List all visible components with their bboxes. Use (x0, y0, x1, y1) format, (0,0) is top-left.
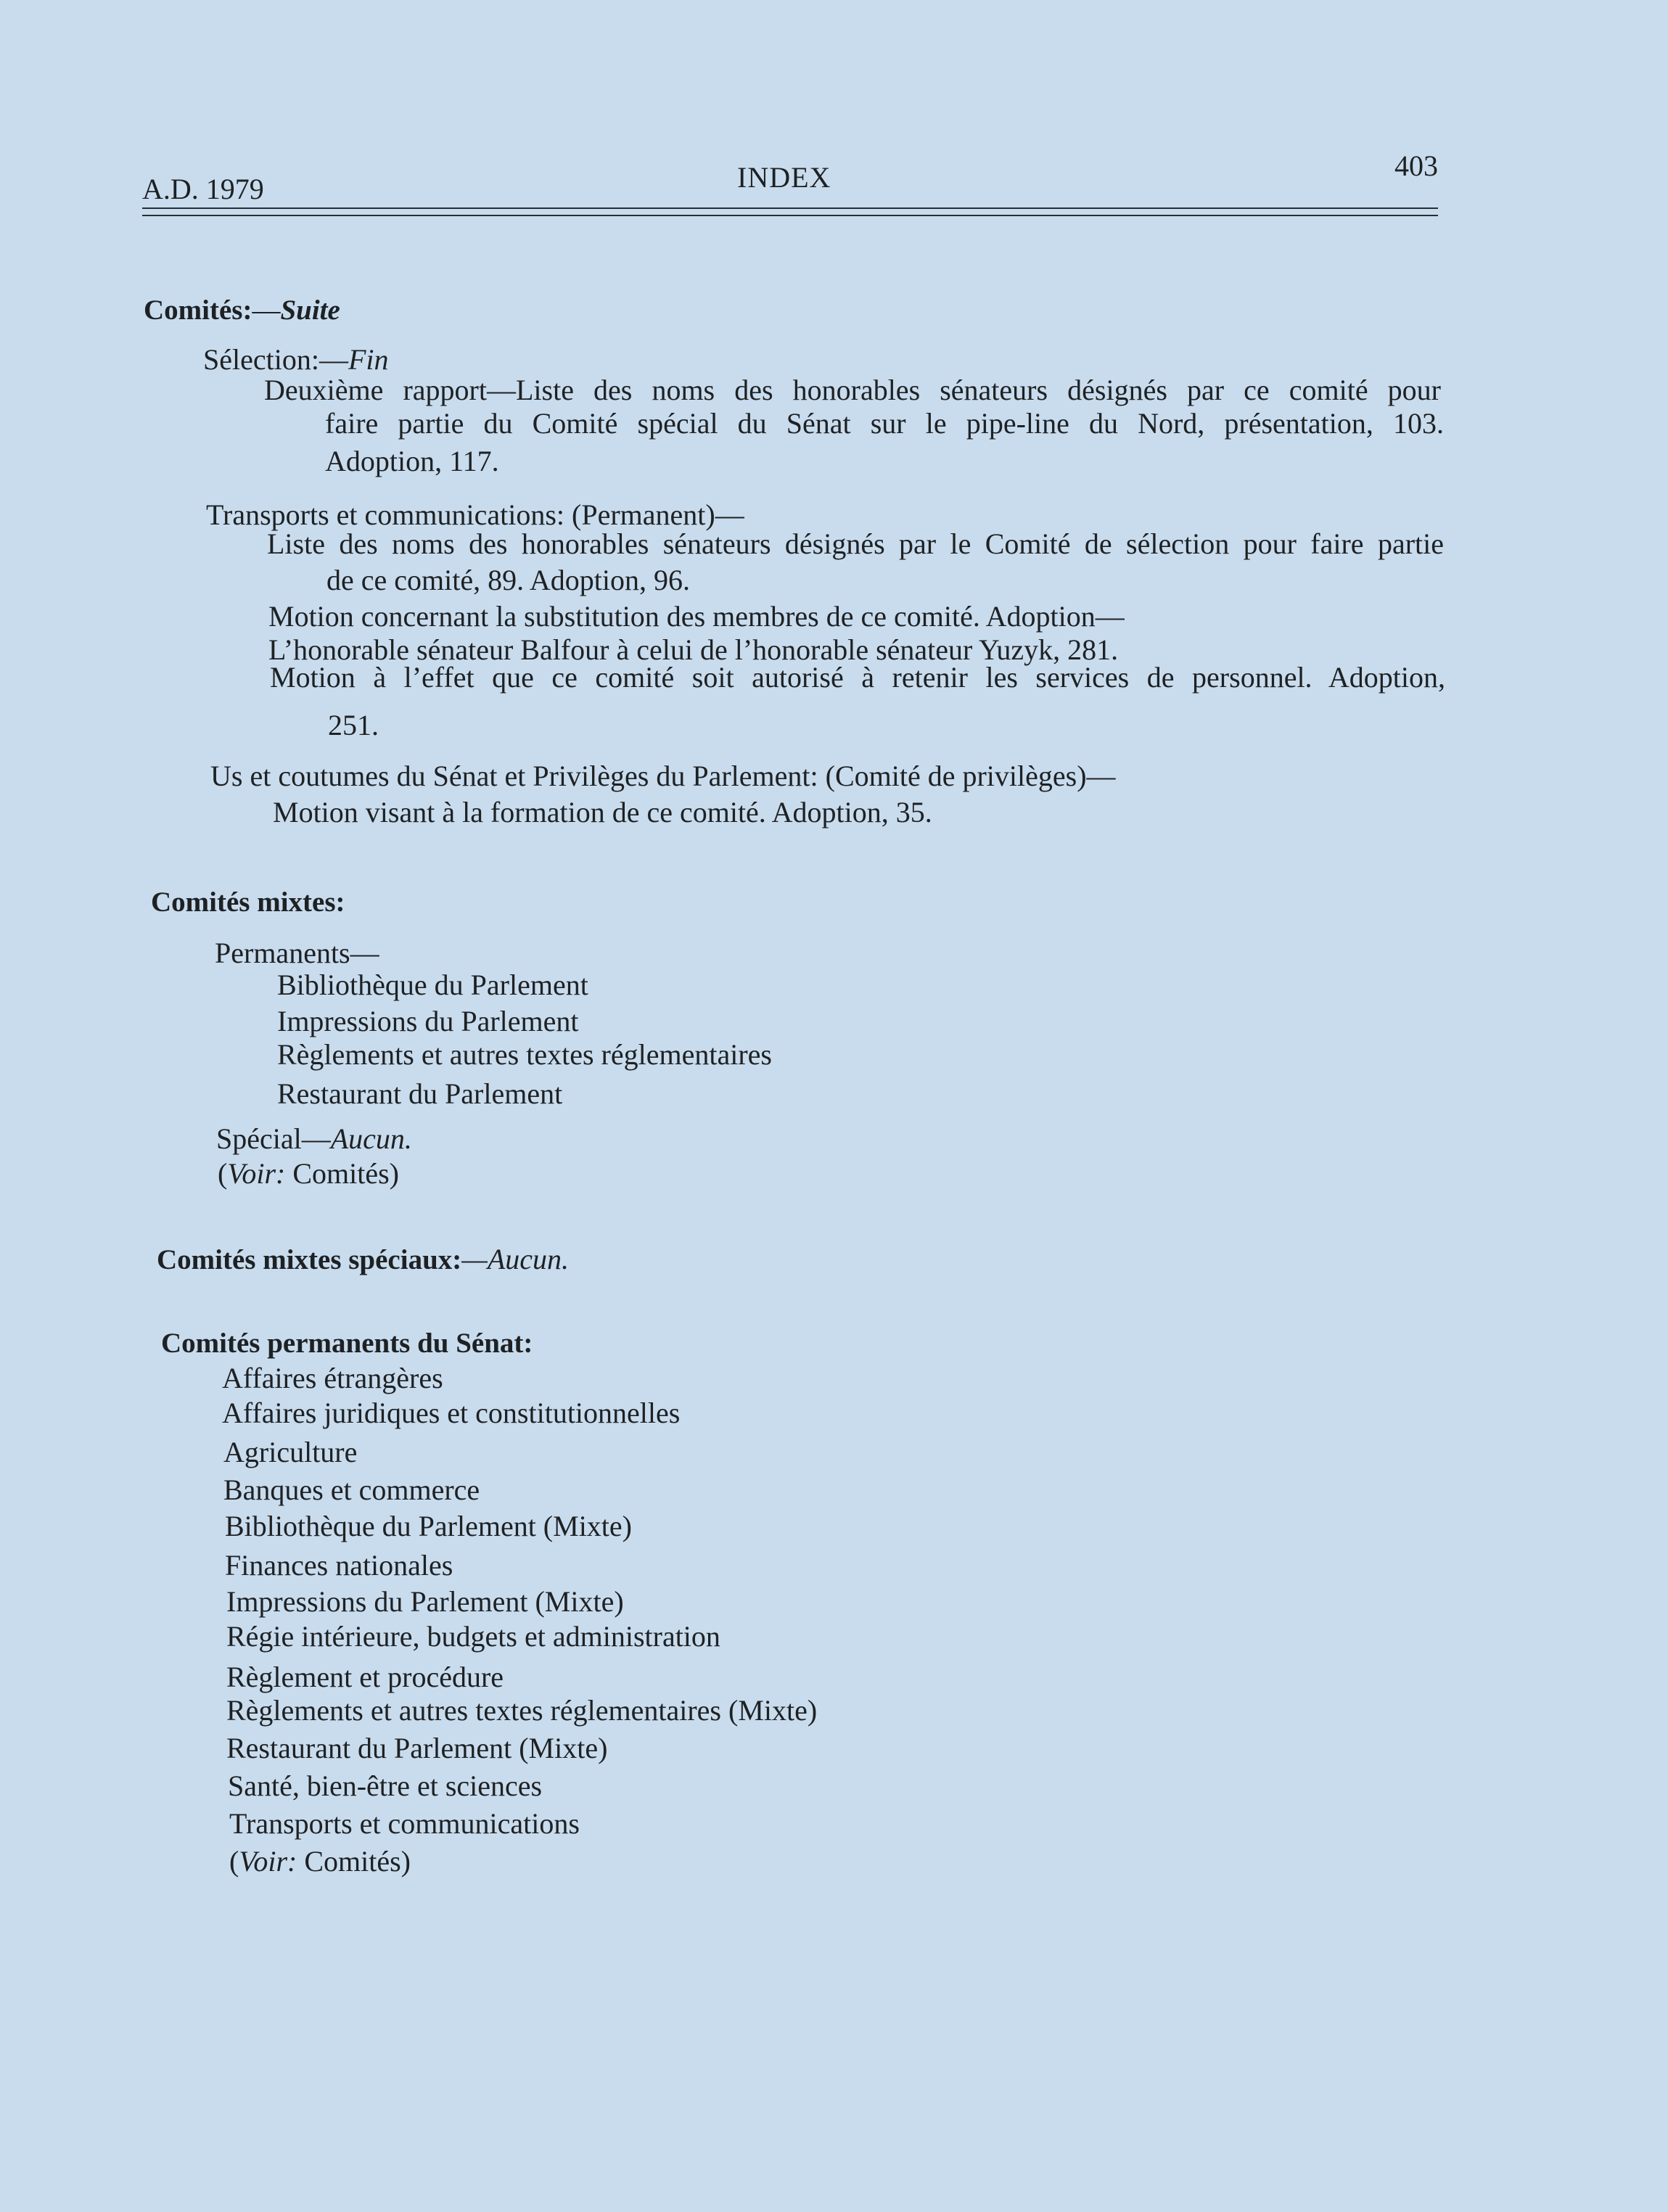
subheading-permanents: Permanents— (215, 937, 379, 969)
cross-reference-comites: (Voir: Comités) (218, 1157, 399, 1190)
section-heading-comites: Comités:—Suite (144, 295, 340, 326)
section-heading-comites-mixtes: Comités mixtes: (151, 887, 345, 918)
list-item: Impressions du Parlement (277, 1005, 579, 1037)
list-item: Agriculture (223, 1436, 358, 1468)
page-number: 403 (1394, 149, 1438, 182)
list-item: Bibliothèque du Parlement (Mixte) (225, 1510, 632, 1542)
running-head (142, 149, 1438, 214)
entry-transports-liste-line2: de ce comité, 89. Adoption, 96. (326, 564, 691, 596)
subheading-us-coutumes: Us et coutumes du Sénat et Privilèges du Parlement: (Comité de privilèges)— (210, 760, 1116, 792)
list-item: Santé, bien-être et sciences (228, 1769, 543, 1802)
subheading-selection: Sélection:—Fin (203, 343, 389, 376)
list-item: Règlement et procédure (226, 1661, 504, 1693)
list-item: Bibliothèque du Parlement (277, 969, 588, 1001)
subheading-special: Spécial—Aucun. (216, 1122, 412, 1155)
cross-reference-comites: (Voir: Comités) (229, 1845, 411, 1878)
header-rule-bottom (142, 215, 1438, 216)
list-item: Banques et commerce (223, 1473, 480, 1506)
running-head-title: INDEX (737, 161, 831, 194)
entry-transports-liste-line1: Liste des noms des honorables sénateurs désignés par le Comité de sélection pour faire partie (267, 527, 1444, 560)
list-item: Règlements et autres textes réglementaires (277, 1038, 772, 1071)
entry-deuxieme-rapport-line1: Deuxième rapport—Liste des noms des honorables sénateurs désignés par ce comité pour (264, 374, 1441, 406)
list-item: Finances nationales (225, 1549, 453, 1582)
subheading-transports: Transports et communications: (Permanent)— (206, 498, 744, 531)
entry-transports-personnel-line2: 251. (328, 709, 379, 741)
entry-transports-personnel-line1: Motion à l’effet que ce comité soit autorisé à retenir les services de personnel. Adoption, (270, 661, 1445, 694)
header-rule-top (142, 207, 1438, 209)
entry-deuxieme-rapport-line2: faire partie du Comité spécial du Sénat sur le pipe-line du Nord, présentation, 103. (325, 407, 1444, 440)
list-item: Règlements et autres textes réglementaires (Mixte) (226, 1694, 818, 1727)
list-item: Transports et communications (229, 1807, 580, 1840)
list-item: Restaurant du Parlement (277, 1077, 563, 1110)
entry-us-coutumes-formation: Motion visant à la formation de ce comité. Adoption, 35. (273, 796, 932, 829)
list-item: Affaires étrangères (222, 1362, 443, 1394)
running-head-year: A.D. 1979 (142, 173, 264, 205)
list-item: Restaurant du Parlement (Mixte) (226, 1732, 608, 1764)
section-heading-comites-mixtes-speciaux: Comités mixtes spéciaux:—Aucun. (157, 1243, 570, 1275)
section-heading-comites-permanents: Comités permanents du Sénat: (161, 1328, 533, 1359)
list-item: Affaires juridiques et constitutionnelles (222, 1397, 681, 1429)
entry-transports-substitution-line1: Motion concernant la substitution des membres de ce comité. Adoption— (268, 600, 1125, 633)
entry-transports-substitution-line2: L’honorable sénateur Balfour à celui de l’honorable sénateur Yuzyk, 281. (268, 633, 1119, 666)
entry-deuxieme-rapport-line3: Adoption, 117. (325, 445, 499, 477)
list-item: Impressions du Parlement (Mixte) (226, 1585, 624, 1618)
list-item: Régie intérieure, budgets et administration (226, 1620, 720, 1653)
